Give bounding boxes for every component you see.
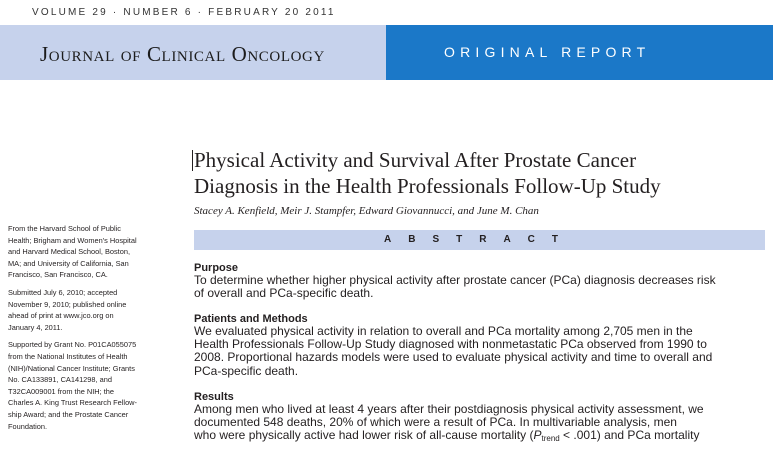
article-title-line-1: Physical Activity and Survival After Prostate Cancer (194, 148, 637, 172)
article-title (194, 147, 764, 199)
p-value-subscript: trend (541, 434, 560, 444)
results-section (194, 391, 766, 446)
article-sidebar (8, 223, 166, 438)
journal-name: Journal of Clinical Oncology (40, 42, 325, 66)
purpose-section (194, 262, 766, 300)
text-cursor (192, 150, 193, 171)
results-text-main: Among men who lived at least 4 years after their postdiagnosis physical activity assessment, we documented 548 deaths, 20% of which were a result of PCa. In multivariable analysis, men who were physically active had lower risk of all-cause mortality ( (194, 402, 704, 443)
journal-name-panel (0, 25, 386, 80)
results-heading: Results (194, 391, 234, 403)
journal-banner (0, 25, 773, 80)
purpose-heading: Purpose (194, 262, 239, 274)
article-type-label: ORIGINAL REPORT (444, 44, 651, 60)
results-text (194, 403, 766, 446)
author-list: Stacey A. Kenfield, Meir J. Stampfer, Edward Giovannucci, and June M. Chan (194, 205, 539, 217)
abstract-heading: ABSTRACT (194, 230, 765, 250)
methods-section (194, 313, 766, 378)
article-title-line-2: Diagnosis in the Health Professionals Follow-Up Study (194, 174, 661, 198)
purpose-text: To determine whether higher physical activity after prostate cancer (PCa) diagnosis decreases risk of overall and PCa-specific death. (194, 273, 716, 301)
article-type-panel (386, 25, 773, 80)
methods-text: We evaluated physical activity in relation to overall and PCa mortality among 2,705 men in the Health Professionals Follow-Up Study diagnosed with nonmetastatic PCa observed from 1990 to 2008. Proportional hazards models were used to evaluate physical activity and time to overall and PCa-specific death. (194, 324, 713, 378)
volume-issue-line: VOLUME 29 · NUMBER 6 · FEBRUARY 20 2011 (32, 7, 336, 18)
methods-heading: Patients and Methods (194, 313, 308, 325)
submission-dates-note: Submitted July 6, 2010; accepted November 9, 2010; published online ahead of print at www.jco.org on January 4, 2011. (8, 287, 127, 332)
p-value-symbol: P (533, 428, 542, 443)
affiliation-note: From the Harvard School of Public Health; Brigham and Women's Hospital and Harvard Medical School, Boston, MA; and University of California, San Francisco, San Francisco, CA. (8, 224, 137, 280)
results-text-tail: < .001) and PCa mortality (559, 428, 700, 443)
funding-note: Supported by Grant No. P01CA055075 from the National Institutes of Health (NIH)/National Cancer Institute; Grants No. CA133891, CA141298, and T32CA009001 from the NIH; the Charles A. King Trust Research Fellow- ship Award; and the Prostate Cancer Foundation. (8, 340, 137, 431)
